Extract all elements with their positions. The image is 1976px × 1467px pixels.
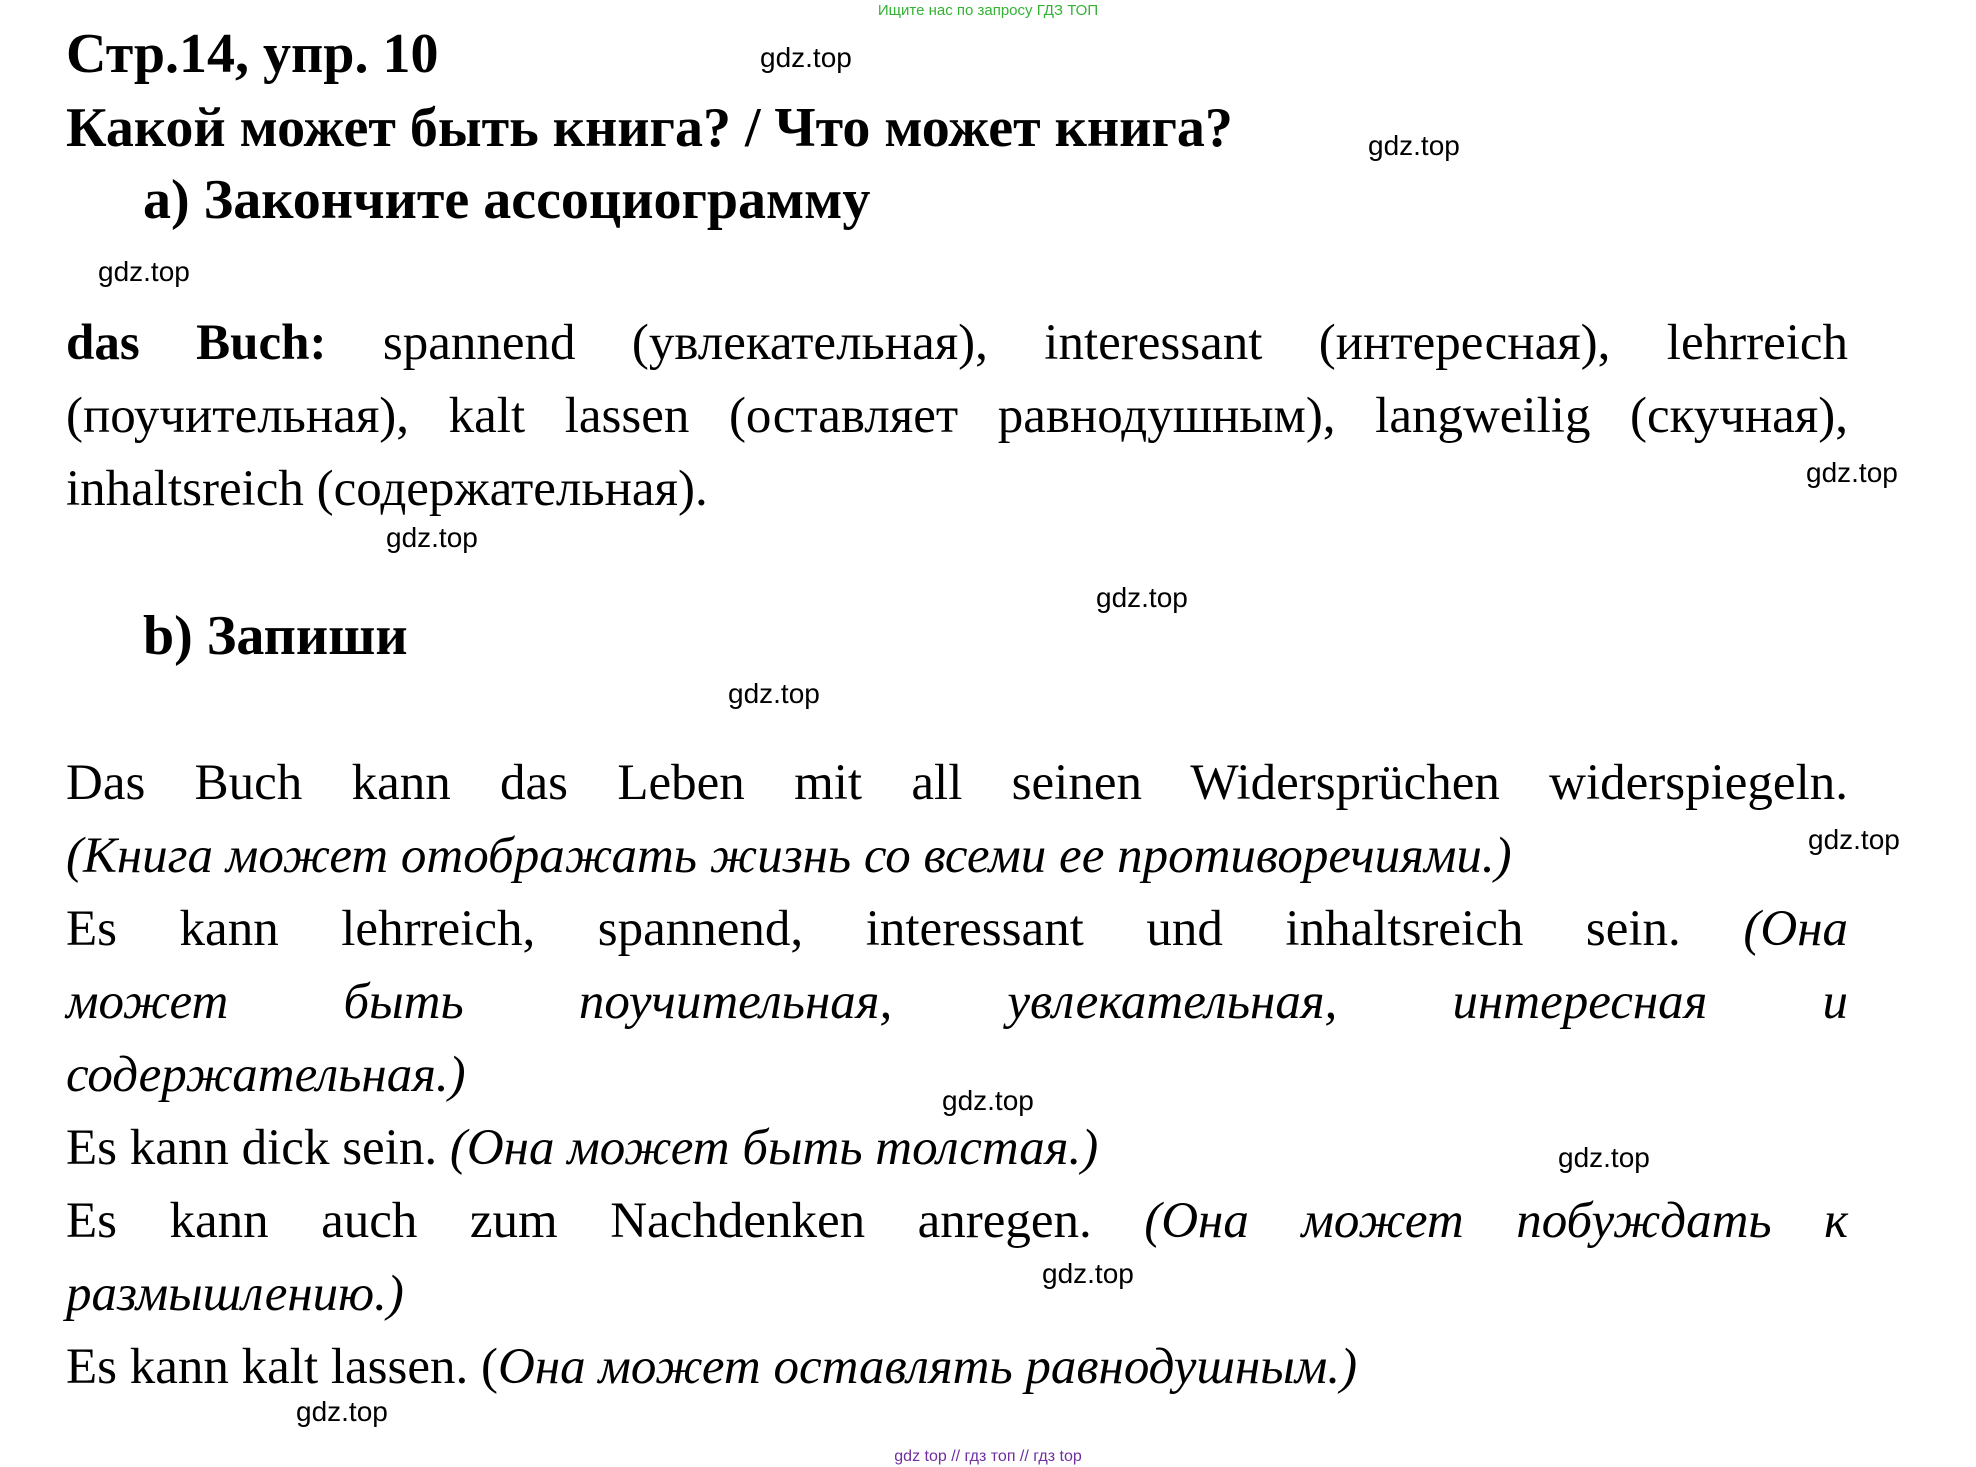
watermark: gdz.top — [1042, 1258, 1134, 1289]
watermark: gdz.top — [1096, 582, 1188, 613]
watermark: gdz.top — [1368, 130, 1460, 161]
footer-watermark: gdz top // гдз топ // гдз top — [894, 1448, 1082, 1465]
watermark: gdz.top — [386, 522, 478, 553]
watermark: gdz.top — [1558, 1142, 1650, 1173]
task-b-heading: b) Запиши — [143, 605, 408, 667]
sentence-4-ru-part-1: (Она может побуждать к — [1144, 1193, 1848, 1249]
sentence-4-ru-part-2: размышлению.) — [66, 1266, 404, 1322]
sentence-5-de: Es kann kalt lassen. ( — [66, 1339, 498, 1395]
sentence-1-de: Das Buch kann das Leben mit all seinen Widersprüchen widerspiegeln. — [66, 755, 1848, 811]
sentence-5 — [66, 1331, 1357, 1404]
association-text: spannend (увлекательная), interessant (интересная), lehrreich (поучительная), kalt lassen (оставляет равнодушным), langweilig (скучная), inhaltsreich (содержательная). — [66, 315, 1849, 517]
sentence-2-de: Es kann lehrreich, spannend, interessant und inhaltsreich sein. — [66, 901, 1681, 957]
sentence-1-ru: (Книга может отображать жизнь со всеми ее противоречиями.) — [66, 828, 1512, 884]
association-paragraph — [66, 307, 1848, 526]
sentence-4-de: Es kann auch zum Nachdenken anregen. — [66, 1193, 1092, 1249]
task-a-heading: a) Закончите ассоциограмму — [143, 169, 871, 231]
watermark: gdz.top — [728, 678, 820, 709]
watermark: gdz.top — [98, 256, 190, 287]
watermark: gdz.top — [760, 42, 852, 73]
page-title: Стр.14, упр. 10 — [66, 23, 439, 85]
sentence-2-ru-part-3: содержательная.) — [66, 1047, 466, 1103]
watermark: gdz.top — [1808, 824, 1900, 855]
watermark: gdz.top — [942, 1085, 1034, 1116]
sentence-3 — [66, 1112, 1098, 1185]
sentence-2-ru-part-1: (Она — [1743, 901, 1848, 957]
sentence-2-ru-part-2: может быть поучительная, увлекательная, интересная и — [66, 974, 1848, 1030]
sentence-4-line-1 — [66, 1185, 1848, 1258]
watermark: gdz.top — [1806, 457, 1898, 488]
page-subtitle: Какой может быть книга? / Что может книга? — [66, 97, 1233, 159]
sentence-3-ru: (Она может быть толстая.) — [449, 1120, 1099, 1176]
watermark: gdz.top — [296, 1396, 388, 1427]
sentence-5-ru: Она может оставлять равнодушным.) — [497, 1339, 1358, 1395]
top-banner: Ищите нас по запросу ГДЗ ТОП — [877, 2, 1099, 19]
sentence-2-line-1 — [66, 893, 1848, 966]
sentence-3-de: Es kann dick sein. — [66, 1120, 438, 1176]
association-lead: das Buch: — [66, 315, 327, 371]
